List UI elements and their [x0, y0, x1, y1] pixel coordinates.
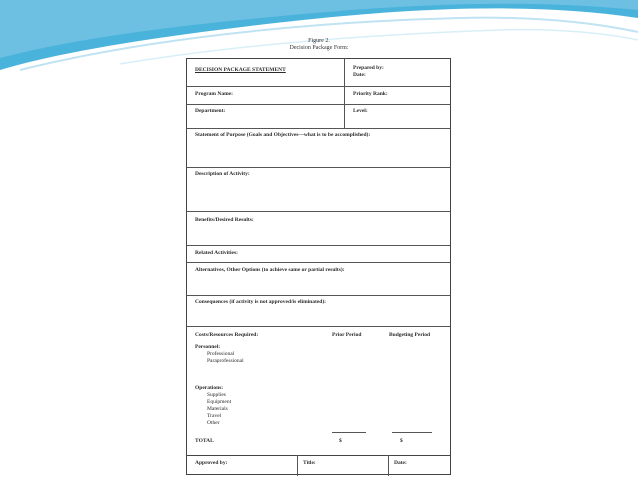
benefits-label: Benefits/Desired Results: [195, 217, 254, 223]
operations-label: Operations: [195, 385, 224, 391]
department-label: Department: [195, 108, 226, 114]
operations-item: Other [207, 420, 220, 426]
date-bottom-label: Date: [394, 460, 407, 466]
form-header-label: DECISION PACKAGE STATEMENT [195, 67, 286, 73]
personnel-item: Paraprofessional [207, 358, 244, 364]
personnel-item: Professional [207, 351, 235, 357]
row-divider [187, 326, 450, 327]
operations-item: Supplies [207, 392, 226, 398]
level-label: Level: [353, 108, 368, 114]
consequences-label: Consequences (if activity is not approved/is eliminated): [195, 299, 326, 305]
total-label: TOTAL [195, 438, 214, 444]
row-divider [187, 262, 450, 263]
approved-by-label: Approved by: [195, 460, 228, 466]
description-label: Description of Activity: [195, 171, 250, 177]
personnel-label: Personnel: [195, 344, 221, 350]
row-divider [187, 167, 450, 168]
row-divider [187, 295, 450, 296]
row-divider [187, 455, 450, 456]
prior-total-dollar: $ [339, 438, 342, 444]
figure-title: Figure 2. [308, 38, 330, 44]
row-divider [187, 128, 450, 129]
alternatives-label: Alternatives, Other Options (to achieve same or partial results): [195, 267, 345, 273]
date-top-label: Date: [353, 72, 366, 78]
budget-total-underline [392, 432, 432, 433]
row-divider [187, 211, 450, 212]
budgeting-period-label: Budgeting Period [389, 332, 431, 338]
row-divider [187, 104, 450, 105]
prior-period-label: Prior Period [332, 332, 362, 338]
related-activities-label: Related Activities: [195, 250, 238, 256]
priority-rank-label: Priority Rank: [353, 91, 388, 97]
operations-item: Equipment [207, 399, 232, 405]
approval-divider [388, 455, 389, 476]
budget-total-dollar: $ [400, 438, 403, 444]
title-label: Title: [303, 460, 316, 466]
top-column-divider [344, 59, 345, 128]
decision-package-form [186, 58, 451, 475]
prepared-by-label: Prepared by: [353, 65, 384, 71]
figure-subtitle: Decision Package Form: [289, 45, 349, 51]
row-divider [187, 86, 450, 87]
program-name-label: Program Name: [195, 91, 233, 97]
row-divider [187, 245, 450, 246]
operations-item: Travel [207, 413, 222, 419]
statement-of-purpose-label: Statement of Purpose (Goals and Objectives—what is to be accomplished): [195, 132, 371, 138]
operations-item: Materials [207, 406, 228, 412]
approval-divider [297, 455, 298, 476]
prior-total-underline [332, 432, 366, 433]
costs-label: Costs/Resources Required: [195, 332, 259, 338]
